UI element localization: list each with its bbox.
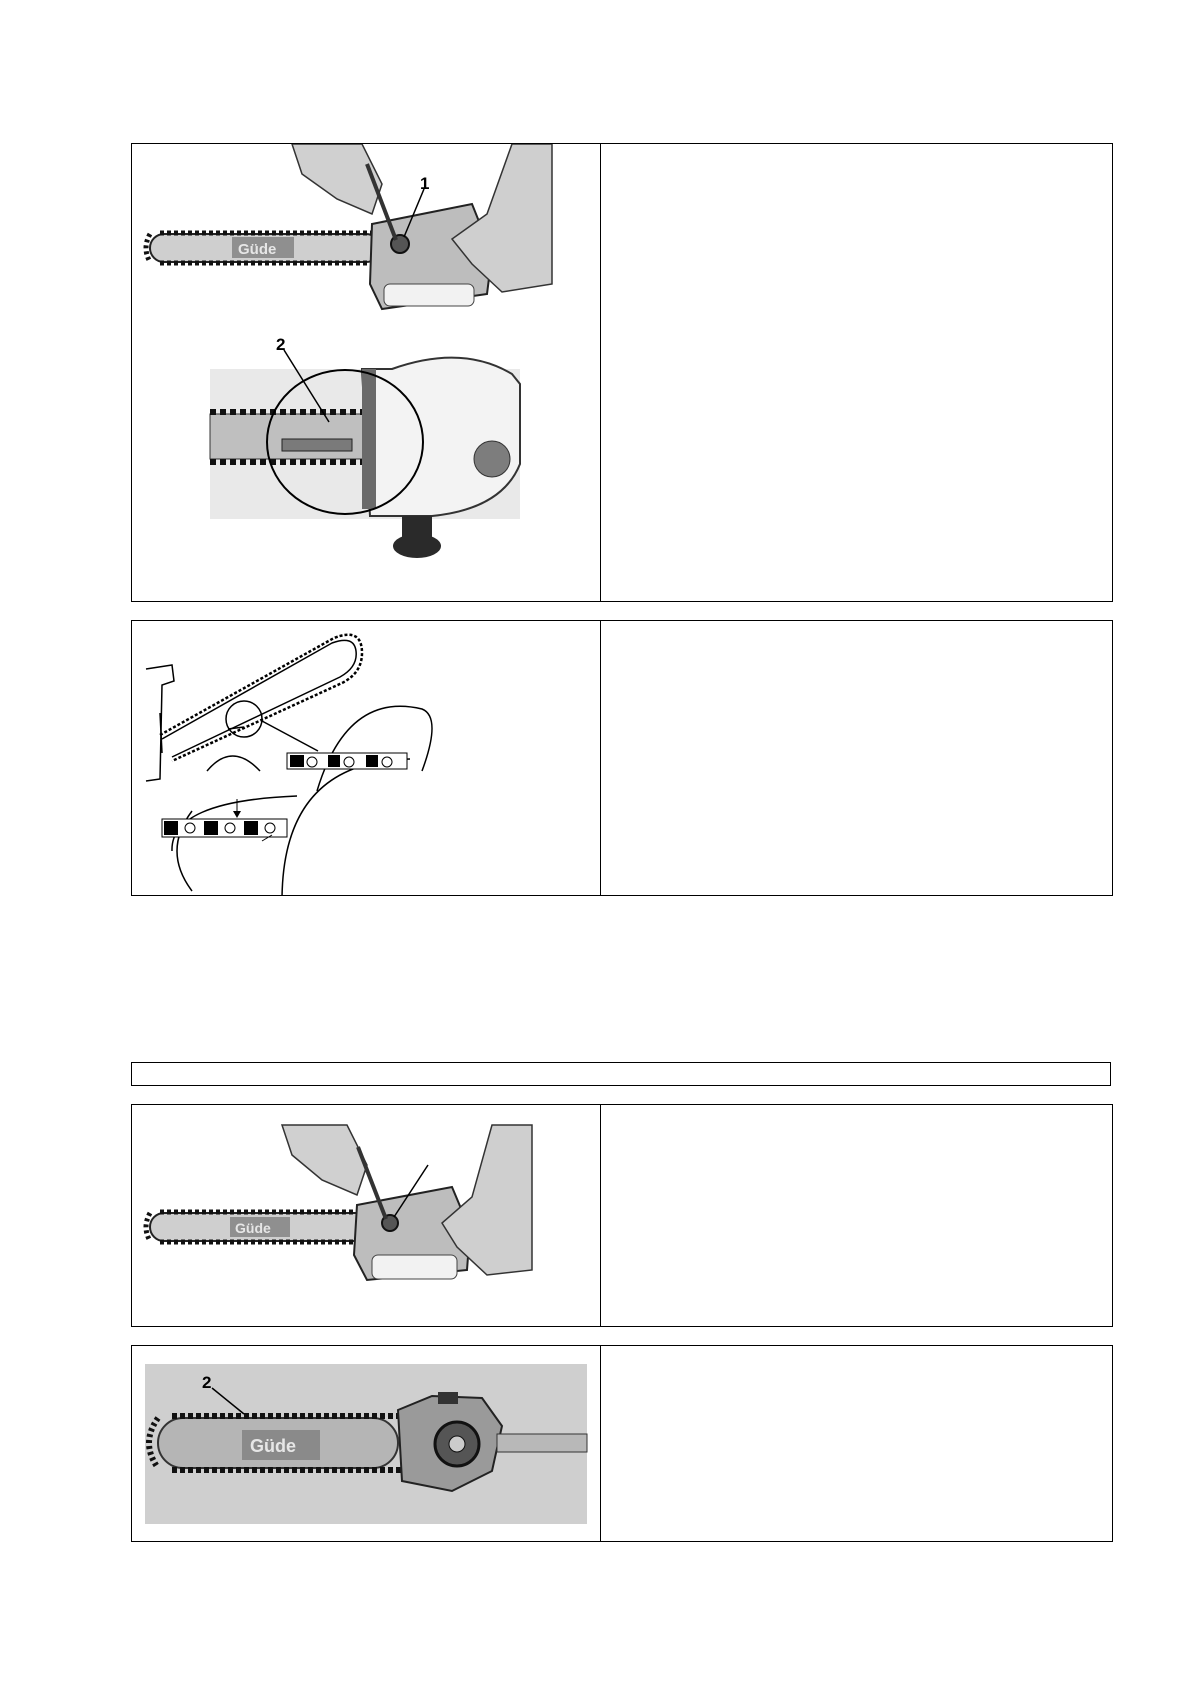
brand-logo: Güde [238,241,277,258]
callout-2: 2 [276,335,286,354]
callout-1: 1 [420,174,430,193]
mounted-chain-photo [132,1346,600,1541]
instruction-panel-1 [131,143,1113,602]
column-divider [600,1105,601,1326]
chain-direction-diagram [132,621,600,895]
instruction-text [602,1346,1112,1541]
section-heading-bar [131,1062,1111,1086]
instruction-panel-3 [131,1104,1113,1327]
column-divider [600,144,601,601]
loosen-nut-photo [132,1105,600,1326]
instruction-text [602,144,1112,601]
upper-photo [146,144,552,309]
brand-logo: Güde [250,1436,297,1456]
instruction-text [602,1105,1112,1326]
instruction-text [602,621,1112,895]
instruction-panel-2 [131,620,1113,896]
brand-logo: Güde [235,1220,271,1236]
column-divider [600,1346,601,1541]
lower-photo [210,335,520,558]
callout-2: 2 [202,1373,212,1392]
instruction-panel-4 [131,1345,1113,1542]
chain-tension-illustration [132,144,600,601]
column-divider [600,621,601,895]
chain-detail-right [287,753,407,769]
